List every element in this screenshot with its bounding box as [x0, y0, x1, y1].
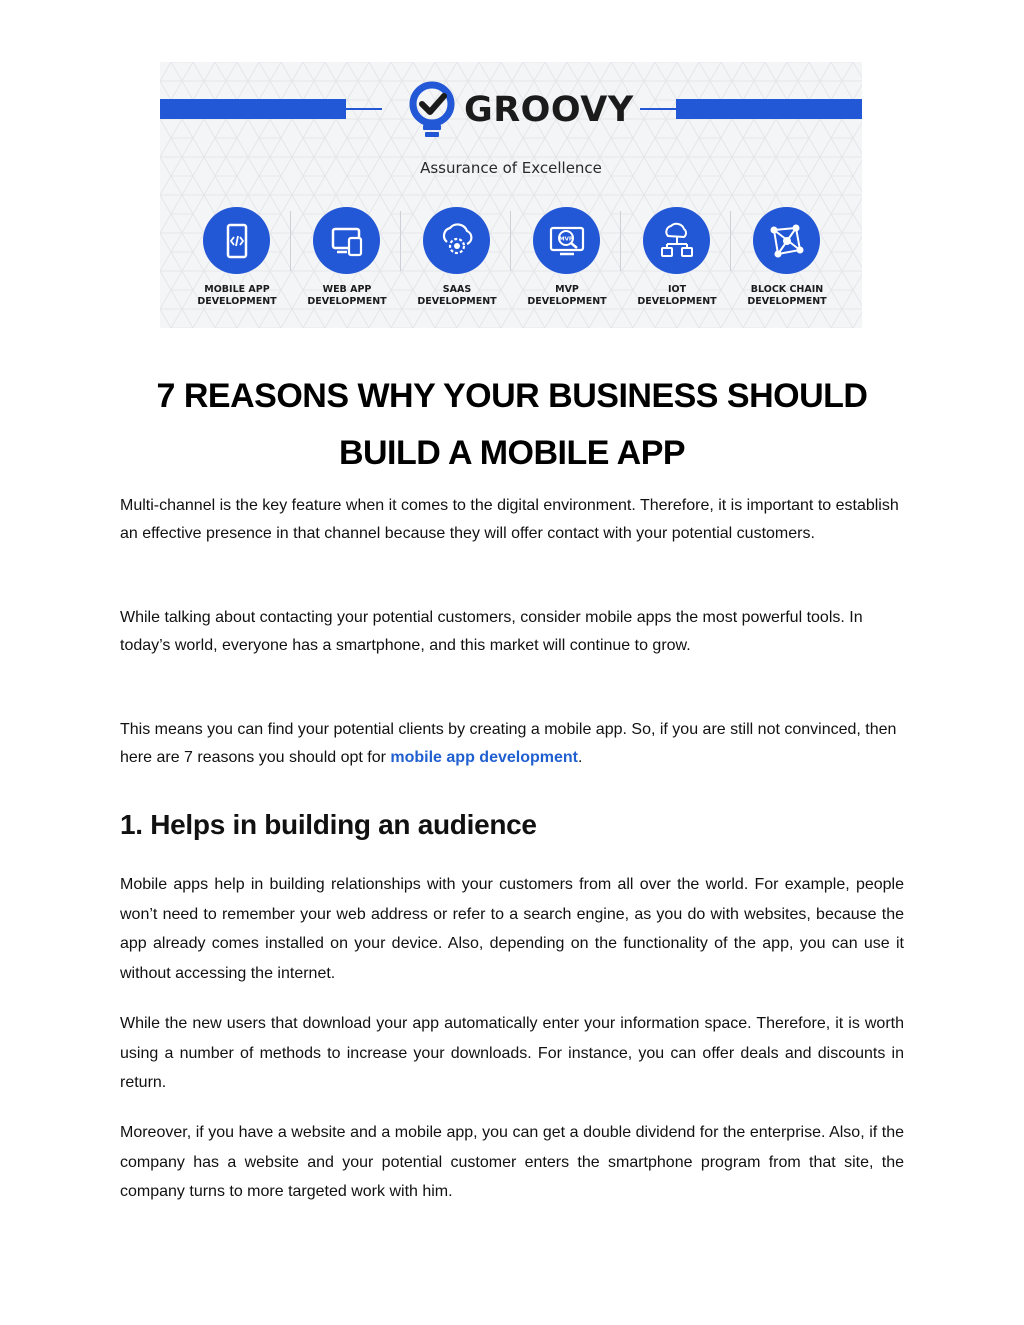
service-label: IOT DEVELOPMENT	[637, 284, 717, 307]
groovy-banner	[160, 62, 862, 328]
intro-paragraph-3-end: .	[577, 749, 583, 766]
cloud-network-icon	[643, 207, 710, 274]
section-1-paragraph-1: Mobile apps help in building relationships with your customers from all over the world. For example, people won’t need to remember your web address or refer to a search engine, as you do with websites, because the app already comes installed on your device. Also, depending on the functionality of the app, you can use it without accessing the internet.	[120, 876, 904, 982]
service-divider	[510, 211, 511, 271]
service-mvp	[522, 207, 612, 317]
service-label: SAAS DEVELOPMENT	[417, 284, 497, 307]
svg-text:MVP: MVP	[558, 236, 573, 242]
intro-paragraph-1: Multi-channel is the key feature when it comes to the digital environment. Therefore, it is important to establish an effective presence in that channel because they will offer contact with your potential customers.	[120, 497, 899, 542]
article-title	[100, 368, 924, 482]
intro-paragraph-3-text: This means you can find your potential clients by creating a mobile app. So, if you are still not convinced, then here are 7 reasons you should opt for	[120, 721, 897, 766]
service-mobile-app	[192, 207, 282, 317]
left-accent-line	[346, 108, 382, 110]
service-divider	[400, 211, 401, 271]
service-label: MOBILE APP DEVELOPMENT	[197, 284, 277, 307]
section-1-paragraph-2: While the new users that download your app automatically enter your information space. Therefore, it is worth using a number of methods to increase your downloads. For instance, you can offer deals and discounts in return.	[120, 1015, 904, 1091]
right-accent-line	[640, 108, 676, 110]
service-label: BLOCK CHAIN DEVELOPMENT	[747, 284, 827, 307]
section-1-paragraph-3: Moreover, if you have a website and a mobile app, you can get a double dividend for the enterprise. Also, if the company has a website and your potential customer enters the smartphone program from that site, the company turns to more targeted work with him.	[120, 1124, 904, 1200]
services-row	[192, 207, 842, 317]
intro-paragraph-3	[120, 716, 904, 772]
service-iot	[632, 207, 722, 317]
service-web-app	[302, 207, 392, 317]
service-divider	[620, 211, 621, 271]
cloud-gear-icon	[423, 207, 490, 274]
service-label: MVP DEVELOPMENT	[527, 284, 607, 307]
lightbulb-check-icon	[408, 80, 456, 140]
web-devices-icon	[313, 207, 380, 274]
service-blockchain	[742, 207, 832, 317]
mobile-code-icon	[203, 207, 270, 274]
mobile-app-development-link[interactable]: mobile app development	[390, 749, 578, 766]
brand-name: GROOVY	[464, 90, 634, 130]
tagline: Assurance of Excellence	[420, 159, 602, 177]
service-divider	[730, 211, 731, 271]
title-line-2: BUILD A MOBILE APP	[338, 434, 686, 472]
service-label: WEB APP DEVELOPMENT	[307, 284, 387, 307]
left-accent-bar	[160, 99, 346, 119]
intro-paragraph-2: While talking about contacting your potential customers, consider mobile apps the most powerful tools. In today’s world, everyone has a smartphone, and this market will continue to grow.	[120, 609, 863, 654]
mvp-monitor-icon	[533, 207, 600, 274]
right-accent-bar	[676, 99, 862, 119]
section-1-heading: 1. Helps in building an audience	[120, 809, 537, 840]
blockchain-network-icon	[753, 207, 820, 274]
title-line-1: 7 REASONS WHY YOUR BUSINESS SHOULD	[156, 377, 868, 415]
groovy-logo	[408, 80, 634, 142]
service-saas	[412, 207, 502, 317]
service-divider	[290, 211, 291, 271]
